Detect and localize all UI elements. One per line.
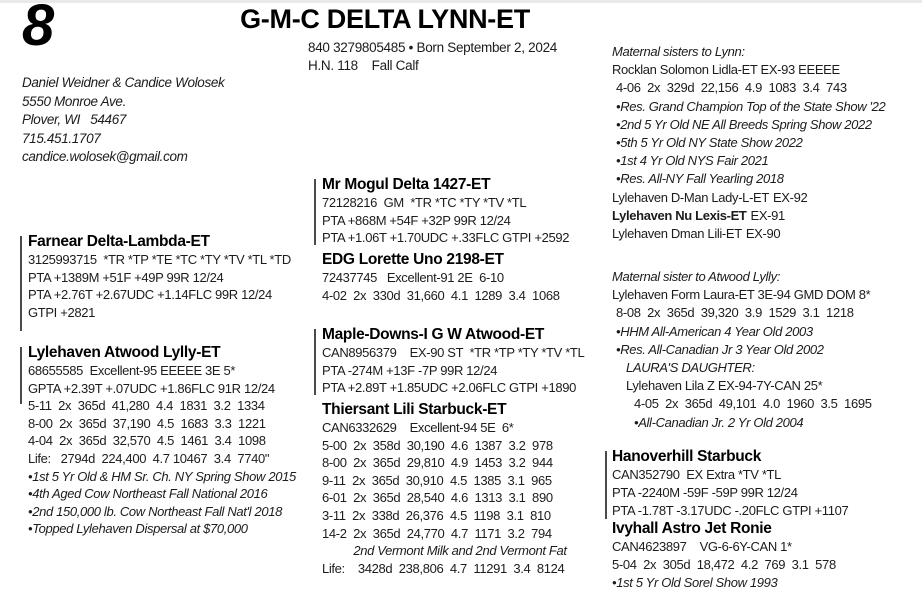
lactation-record: 3-11 2x 338d 26,376 4.5 1198 3.1 810	[322, 507, 551, 523]
dam-block	[28, 343, 296, 538]
page-title: G-M-C DELTA LYNN-ET	[240, 4, 530, 34]
pedigree-line: PTA -274M +13F -7P 99R 12/24	[322, 362, 498, 378]
lifetime-record: Life: 2794d 224,400 4.7 10467 3.4 7740"	[28, 450, 270, 466]
registration-line: 840 3279805485 • Born September 2, 2024	[308, 40, 557, 55]
show-bullet: •4th Aged Cow Northeast Fall National 2016	[28, 486, 268, 502]
lactation-record: 5-00 2x 358d 30,190 4.6 1387 3.2 978	[322, 437, 553, 453]
animal-name: EDG Lorette Uno 2198-ET	[322, 251, 504, 268]
lactation-record: 9-11 2x 365d 30,910 4.5 1385 3.1 965	[322, 472, 552, 488]
dam-dam-block	[322, 400, 612, 577]
lot-number: 8	[22, 0, 53, 58]
starbuck-block	[612, 447, 848, 521]
daughter-label: LAURA'S DAUGHTER:	[626, 360, 755, 376]
lactation-record: 4-06 2x 329d 22,156 4.9 1083 3.4 743	[616, 80, 847, 96]
classification-score: EX-91	[750, 207, 785, 223]
ronie-block	[612, 519, 836, 593]
pedigree-line: CAN4623897 VG-6-6Y-CAN 1*	[612, 539, 792, 554]
maternal-sister-line	[612, 207, 885, 225]
lifetime-record: Life: 3428d 238,806 4.7 11291 3.4 8124	[322, 560, 565, 576]
consignor-email: candice.wolosek@gmail.com	[22, 149, 188, 164]
pedigree-line: CAN8956379 EX-90 ST *TR *TP *TY *TV *TL	[322, 345, 585, 360]
animal-name: Ivyhall Astro Jet Ronie	[612, 520, 772, 537]
lactation-record: 6-01 2x 365d 28,540 4.6 1313 3.1 890	[322, 490, 553, 506]
animal-name: Farnear Delta-Lambda-ET	[28, 233, 210, 250]
animal-name: Lylehaven D-Man Lady-L-ET	[612, 189, 769, 205]
pedigree-line: PTA +2.76T +2.67UDC +1.14FLC 99R 12/24	[28, 287, 272, 303]
pedigree-line: PTA -2240M -59F -59P 99R 12/24	[612, 485, 798, 501]
show-bullet: •1st 5 Yr Old & HM Sr. Ch. NY Spring Show 2015	[28, 468, 296, 484]
pedigree-bracket-sire	[20, 236, 22, 331]
pedigree-line: CAN352790 EX Extra *TV *TL	[612, 467, 782, 482]
animal-name: Mr Mogul Delta 1427-ET	[322, 176, 491, 193]
dam-sire-block	[322, 325, 584, 397]
lactation-record: 5-11 2x 365d 41,280 4.4 1831 3.2 1334	[28, 398, 265, 414]
lactation-record: 4-04 2x 365d 32,570 4.5 1461 3.4 1098	[28, 433, 266, 449]
maternal-sister-line	[612, 225, 885, 243]
maternal-sister-lylly-block	[612, 268, 872, 432]
show-bullet: •1st 5 Yr Old Sorel Show 1993	[612, 575, 778, 591]
pedigree-line: PTA +868M +54F +32P 99R 12/24	[322, 212, 511, 228]
pedigree-line: 3125993715 *TR *TP *TE *TC *TY *TV *TL *TD	[28, 252, 291, 267]
consignor-block	[22, 74, 224, 167]
lactation-record: 4-02 2x 330d 31,660 4.1 1289 3.4 1068	[322, 287, 560, 303]
sire-block	[28, 232, 291, 321]
show-bullet: •All-Canadian Jr. 2 Yr Old 2004	[634, 414, 804, 430]
show-bullet: •Topped Lylehaven Dispersal at $70,000	[28, 521, 248, 537]
animal-name: Lylehaven Dman Lili-ET	[612, 226, 742, 242]
animal-name-line: Lylehaven Lila Z EX-94-7Y-CAN 25*	[626, 378, 823, 394]
consignor-address: 5550 Monroe Ave.	[22, 93, 126, 109]
section-heading: Maternal sister to Atwood Lylly:	[612, 269, 780, 284]
lactation-record: 5-04 2x 305d 18,472 4.2 769 3.1 578	[612, 557, 836, 573]
lactation-record: 8-00 2x 365d 29,810 4.9 1453 3.2 944	[322, 455, 553, 471]
animal-name: Thiersant Lili Starbuck-ET	[322, 401, 507, 418]
show-bullet: •Res. All-NY Fall Yearling 2018	[616, 171, 784, 187]
show-bullet: •2nd 5 Yr Old NE All Breeds Spring Show 2022	[616, 116, 872, 132]
pedigree-bracket-sire-sire	[314, 179, 316, 245]
animal-name: Lylehaven Nu Lexis-ET	[612, 207, 747, 223]
sire-sire-block	[322, 175, 569, 247]
lactation-record: 4-05 2x 365d 49,101 4.0 1960 3.5 1695	[634, 396, 872, 412]
pedigree-line: GPTA +2.39T +.07UDC +1.86FLC 91R 12/24	[28, 380, 275, 396]
pedigree-line: PTA -1.78T -3.17UDC -.20FLC GTPI +1107	[612, 503, 849, 519]
maternal-sisters-lynn-block	[612, 43, 885, 243]
pedigree-bracket-dam-sire	[314, 329, 316, 395]
pedigree-line: PTA +1389M +51F +49P 99R 12/24	[28, 269, 224, 285]
record-note: 2nd Vermont Milk and 2nd Vermont Fat	[353, 543, 567, 559]
show-bullet: •1st 4 Yr Old NYS Fair 2021	[616, 153, 769, 169]
pedigree-line: CAN6332629 Excellent-94 5E 6*	[322, 420, 514, 435]
show-bullet: •Res. All-Canadian Jr 3 Year Old 2002	[616, 341, 824, 357]
pedigree-line: PTA +1.06T +1.70UDC +.33FLC GTPI +2592	[322, 230, 570, 246]
lactation-record: 8-00 2x 365d 37,190 4.5 1683 3.3 1221	[28, 415, 266, 431]
show-bullet: •5th 5 Yr Old NY State Show 2022	[616, 135, 803, 151]
animal-name-line: Lylehaven Form Laura-ET 3E-94 GMD DOM 8*	[612, 287, 871, 303]
lactation-record: 8-08 2x 365d 39,320 3.9 1529 3.1 1218	[616, 305, 854, 321]
pedigree-bracket-starbuck	[605, 451, 607, 519]
pedigree-bracket-dam	[20, 347, 22, 404]
animal-name: Maple-Downs-I G W Atwood-ET	[322, 326, 545, 343]
page-edge-band	[0, 0, 922, 3]
pedigree-line: 68655585 Excellent-95 EEEEE 3E 5*	[28, 363, 236, 378]
show-bullet: •HHM All-American 4 Year Old 2003	[616, 323, 813, 339]
show-bullet: •2nd 150,000 lb. Cow Northeast Fall Nat'l 2018	[28, 503, 282, 519]
animal-name-line: Rocklan Solomon Lidla-ET EX-93 EEEEE	[612, 62, 840, 78]
pedigree-line: 72437745 Excellent-91 2E 6-10	[322, 270, 504, 285]
section-heading: Maternal sisters to Lynn:	[612, 44, 745, 59]
animal-name: Hanoverhill Starbuck	[612, 448, 762, 465]
consignor-city: Plover, WI 54467	[22, 112, 127, 127]
lactation-record: 14-2 2x 365d 24,770 4.7 1171 3.2 794	[322, 525, 552, 541]
pedigree-line: GTPI +2821	[28, 304, 95, 320]
pedigree-line: 72128216 GM *TR *TC *TY *TV *TL	[322, 195, 527, 210]
maternal-sister-line	[612, 189, 885, 207]
pedigree-line: PTA +2.89T +1.85UDC +2.06FLC GTPI +1890	[322, 380, 576, 396]
consignor-phone: 715.451.1707	[22, 130, 101, 146]
consignor-name: Daniel Weidner & Candice Wolosek	[22, 75, 225, 90]
sire-dam-block	[322, 250, 560, 304]
show-bullet: •Res. Grand Champion Top of the State Show '22	[616, 98, 886, 114]
herd-number-line: H.N. 118 Fall Calf	[308, 58, 419, 73]
classification-score: EX-92	[772, 189, 808, 205]
animal-name: Lylehaven Atwood Lylly-ET	[28, 344, 221, 361]
classification-score: EX-90	[745, 226, 781, 242]
